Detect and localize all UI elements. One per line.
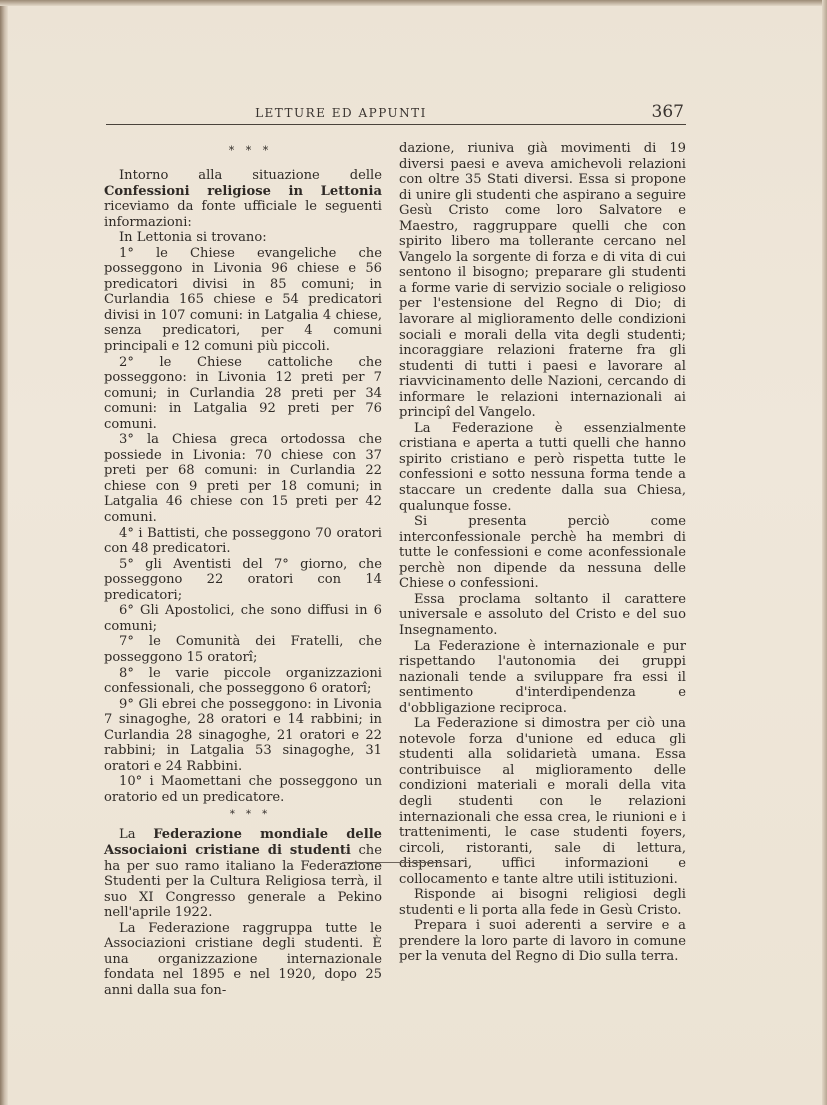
section-separator: * * * — [229, 809, 272, 821]
right-paragraph: La Federazione è essenzialmente cristiana e aperta a tutti quelli che hanno spirito cristiano e però rispetta tutte le confessioni e sotto nessuna forma tende a staccare un credente dalla sua Chiesa, qualunque fosse. — [399, 420, 686, 514]
intro-paragraph — [104, 168, 382, 230]
list-item: 2° le Chiese cattoliche che posseggono: in Livonia 12 preti per 7 comuni; in Curlandia 28 preti per 34 comuni: in Latgalia 92 preti per 76 comuni. — [104, 354, 382, 432]
right-paragraph: Si presenta perciò come interconfessionale perchè ha membri di tutte le confessioni e come aconfessionale perchè non dipende da nessuna delle Chiese o confessioni. — [399, 514, 686, 592]
list-item: 5° gli Aventisti del 7° giorno, che posseggono 22 oratori con 14 predicatori; — [104, 556, 382, 603]
page-left-edge — [0, 0, 8, 1105]
list-item: 9° Gli ebrei che posseggono: in Livonia 7 sinagoghe, 28 oratori e 14 rabbini; in Curlandia 28 sinagoghe, 21 oratori e 22 rabbini; in Latgalia 53 sinagoghe, 31 oratori e 24 Rabbini. — [104, 696, 382, 774]
right-paragraph: Risponde ai bisogni religiosi degli studenti e li porta alla fede in Gesù Cristo. — [399, 887, 686, 918]
page-header — [106, 104, 686, 126]
running-title: LETTURE ED APPUNTI — [255, 106, 427, 120]
list-item: 10° i Maomettani che posseggono un oratorio ed un predicatore. — [104, 774, 382, 805]
right-paragraph: Essa proclama soltanto il carattere universale e assoluto del Cristo e del suo Insegnamento. — [399, 591, 686, 638]
page-right-edge — [822, 0, 827, 1105]
page-number: 367 — [651, 102, 684, 122]
intro-text-before: Intorno alla situazione delle — [119, 168, 382, 183]
list-item: 1° le Chiese evangeliche che posseggono in Livonia 96 chiese e 56 predicatori divisi in 85 comuni; in Curlandia 165 chiese e 54 predicatori divisi in 107 comuni: in Latgalia 4 chiese, senza predicatori, per 4 comuni principali e 12 comuni più piccoli. — [104, 245, 382, 355]
federation-text-before: La — [119, 827, 154, 843]
right-paragraph: La Federazione è internazionale e pur rispettando l'autonomia dei gruppi nazionali tende a sviluppare fra essi il sentimento d'interdipendenza e d'obbligazione reciproca. — [399, 638, 686, 716]
list-item: 6° Gli Apostolici, che sono diffusi in 6 comuni; — [104, 603, 382, 634]
list-item: 8° le varie piccole organizzazioni confessionali, che posseggono 6 oratorî; — [104, 665, 382, 697]
header-rule — [106, 124, 686, 125]
federation-paragraph-2: La Federazione raggruppa tutte le Associazioni cristiane degli studenti. È una organizzazione internazionale fondata nel 1895 e nel 1920, dopo 25 anni dalla sua fon- — [104, 920, 382, 998]
right-paragraph: La Federazione si dimostra per ciò una notevole forza d'unione ed educa gli studenti alla solidarietà umana. Essa contribuisce al miglioramento delle condizioni materiali e morali della vita degli studenti con le relazioni internazionali che essa crea, le riunioni e i trattenimenti, le case studenti foyers, circoli, ristoranti, sale di lettura, dispensari, uffici informazioni e collocamento e tante altre utili istituzioni. — [399, 716, 686, 887]
right-paragraph: dazione, riuniva già movimenti di 19 diversi paesi e aveva amichevoli relazioni con oltre 35 Stati diversi. Essa si propone di unire gli studenti che aspirano a seguire Gesù Cristo come loro Salvatore e Maestro, raggruppare quelli che con spirito libero ma tollerante cercano nel Vangelo la sorgente di forza e di vita di cui sentono il bisogno; preparare gli studenti a forme varie di servizio sociale o religioso per l'estensione del Regno di Dio; di lavorare al miglioramento delle condizioni sociali e morali della vita degli studenti; incoraggiare relazioni fraterne fra gli studenti di tutti i paesi e lavorare al riavvicinamento delle Nazioni, cercando di informare le relazioni internazionali ai principî del Vangelo. — [399, 141, 686, 421]
section-separator: * * * — [228, 144, 273, 157]
right-paragraph: Prepara i suoi aderenti a servire e a prendere la loro parte di lavoro in comune per la venuta del Regno di Dio sulla terra. — [399, 918, 686, 965]
intro-text-after: riceviamo da fonte ufficiale le seguenti informazioni: — [104, 199, 382, 230]
left-column — [104, 140, 382, 998]
page-top-edge — [0, 0, 827, 6]
list-item: 4° i Battisti, che posseggono 70 oratori con 48 predicatori. — [104, 525, 382, 557]
intro-bold-topic: Confessioni religiose in Lettonia — [104, 183, 382, 199]
federation-bold-name: Federazione mondiale delle Associaioni cristiane di studenti — [104, 827, 382, 858]
list-lead: In Lettonia si trovano: — [119, 230, 267, 246]
end-rule — [342, 862, 442, 863]
right-column — [399, 141, 686, 965]
list-item: 3° la Chiesa greca ortodossa che possiede in Livonia: 70 chiese con 37 preti per 68 comuni: in Curlandia 22 chiese con 9 preti per 18 comuni; in Latgalia 46 chiese con 15 preti per 42 comuni. — [104, 432, 382, 526]
federation-text-after: che ha per suo ramo italiano la Federazione Studenti per la Cultura Religiosa terrà, il suo XI Congresso generale a Pekino nell'aprile 1922. — [104, 842, 382, 921]
list-item: 7° le Comunità dei Fratelli, che posseggono 15 oratorî; — [104, 634, 382, 665]
federation-paragraph — [104, 827, 382, 920]
